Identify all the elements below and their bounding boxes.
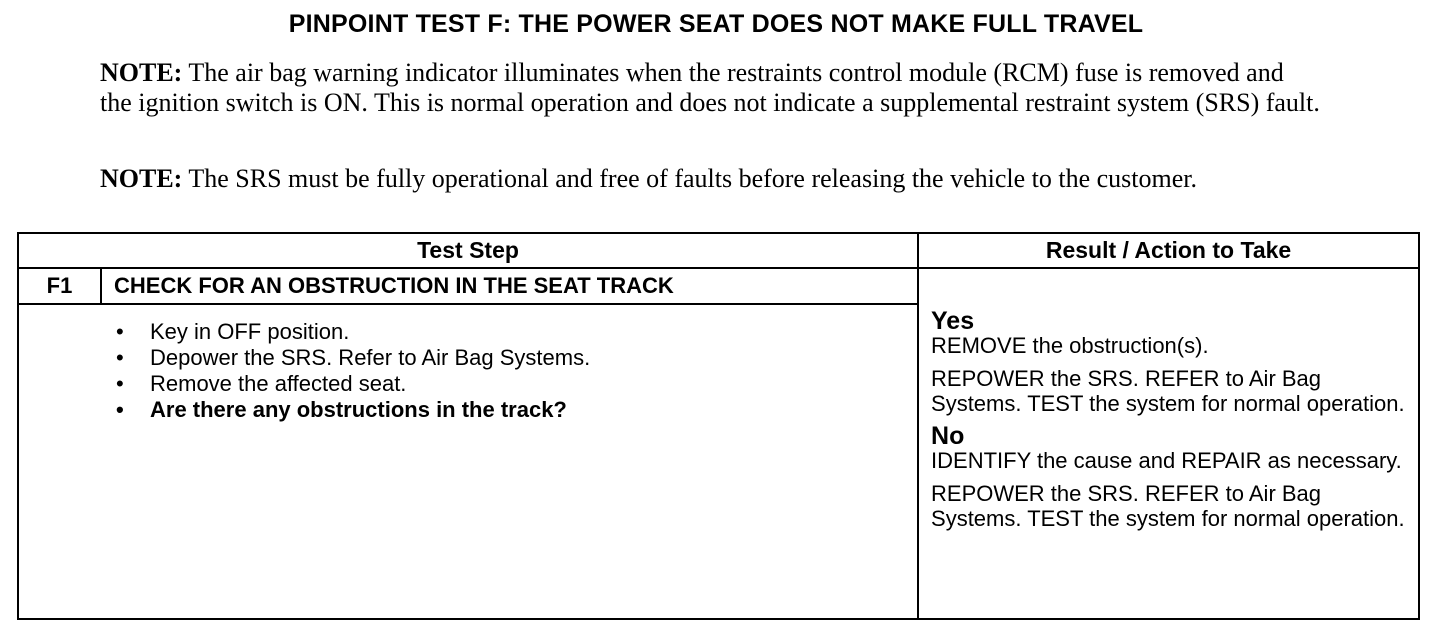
result-yes-action-1: REMOVE the obstruction(s). <box>931 333 1209 358</box>
page-title: PINPOINT TEST F: THE POWER SEAT DOES NOT MAKE FULL TRAVEL <box>288 10 1144 38</box>
result-no-action-2: REPOWER the SRS. REFER to Air Bag Systems. TEST the system for normal operation. <box>931 481 1405 531</box>
result-yes-label: Yes <box>931 307 975 335</box>
result-yes-action-2: REPOWER the SRS. REFER to Air Bag Systems. TEST the system for normal operation. <box>931 366 1405 416</box>
step-id: F1 <box>18 268 101 304</box>
note-text: The SRS must be fully operational and free of faults before releasing the vehicle to the customer. <box>182 164 1198 193</box>
list-item <box>19 319 917 345</box>
action-text: Key in OFF position. <box>150 319 350 344</box>
note-label: NOTE: <box>100 58 183 87</box>
bullet-icon: • <box>116 345 124 370</box>
note-label: NOTE: <box>100 164 183 193</box>
header-test-step: Test Step <box>18 233 918 268</box>
action-question: Are there any obstructions in the track? <box>150 397 567 422</box>
bullet-icon: • <box>116 371 124 396</box>
action-text: Depower the SRS. Refer to Air Bag Systems. <box>150 345 591 370</box>
pinpoint-test-table <box>17 232 1420 620</box>
note-text: The air bag warning indicator illuminates when the restraints control module (RCM) fuse is removed and the ignition switch is ON. This is normal operation and does not indicate a supplemental restraint system (SRS) fault. <box>100 58 1320 117</box>
table-header-row <box>18 233 1419 268</box>
step-action-list <box>19 305 917 423</box>
action-text: Remove the affected seat. <box>150 371 407 396</box>
step-title-row <box>18 268 1419 304</box>
header-result-action: Result / Action to Take <box>918 233 1419 268</box>
list-item <box>19 397 917 423</box>
step-title: CHECK FOR AN OBSTRUCTION IN THE SEAT TRACK <box>101 268 918 304</box>
note-airbag-indicator <box>100 58 1320 118</box>
note-srs-operational <box>100 164 1320 194</box>
bullet-icon: • <box>116 397 124 422</box>
bullet-icon: • <box>116 319 124 344</box>
result-no-action-1: IDENTIFY the cause and REPAIR as necessary. <box>931 448 1402 473</box>
result-no-label: No <box>931 422 965 450</box>
step-actions-cell <box>18 304 918 619</box>
result-cell <box>918 268 1419 619</box>
list-item <box>19 345 917 371</box>
list-item <box>19 371 917 397</box>
